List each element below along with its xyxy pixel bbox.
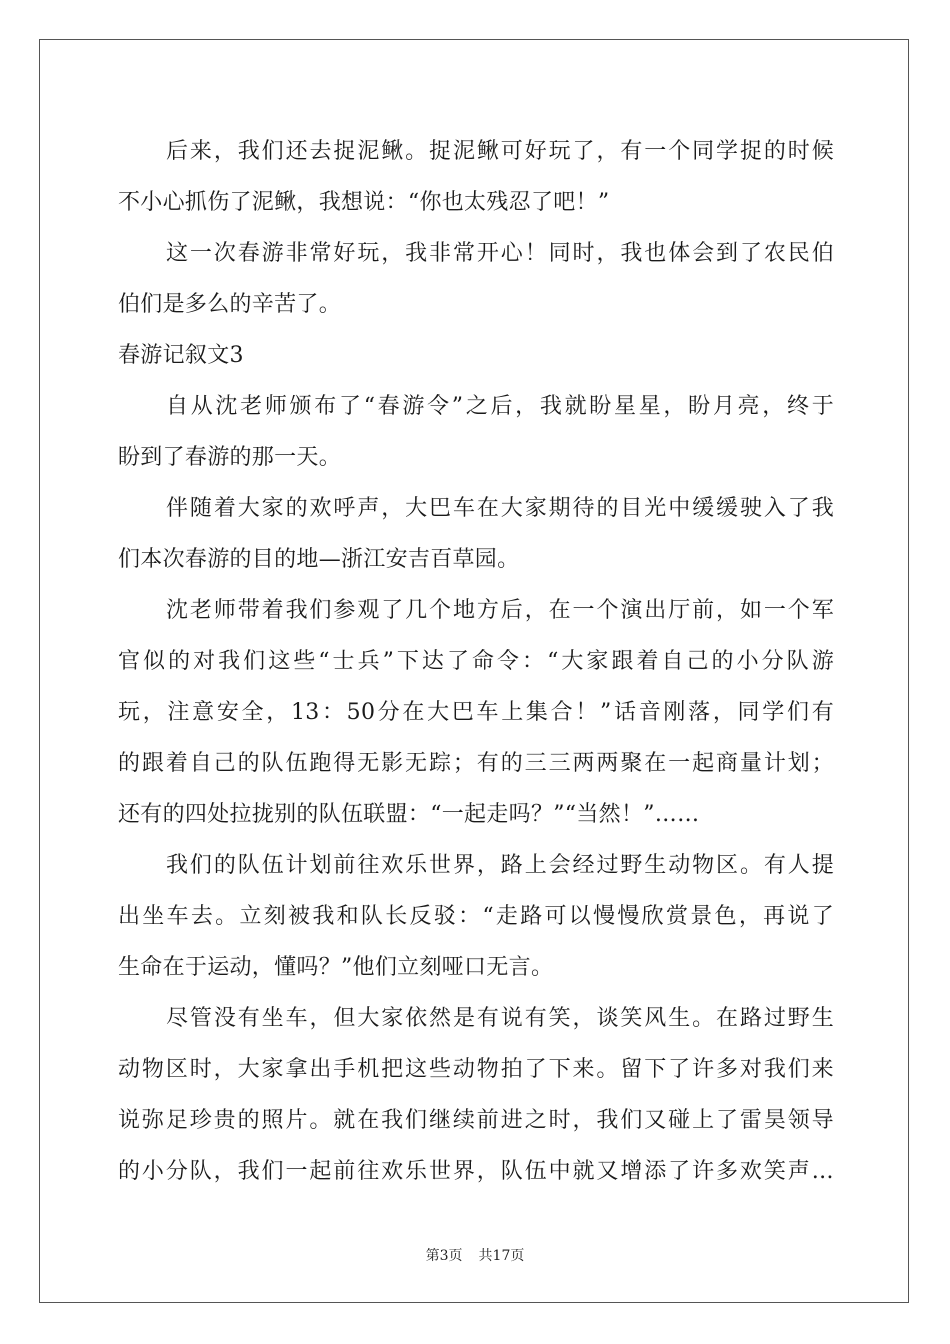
paragraph xyxy=(118,840,834,993)
text-line: 不小心抓伤了泥鳅，我想说：“你也太残忍了吧！” xyxy=(118,190,610,215)
text-line: 们本次春游的目的地—浙江安吉百草园。 xyxy=(118,547,520,572)
page-number: 第3页 xyxy=(425,1248,463,1264)
paragraph xyxy=(118,993,834,1197)
text-line: 盼到了春游的那一天。 xyxy=(118,445,342,470)
text-line: 说弥足珍贵的照片。就在我们继续前进之时，我们又碰上了雷昊领导 xyxy=(118,1108,834,1133)
text-line: 我们的队伍计划前往欢乐世界，路上会经过野生动物区。有人提 xyxy=(166,853,834,878)
text-line: 动物区时，大家拿出手机把这些动物拍了下来。留下了许多对我们来 xyxy=(118,1057,834,1082)
text-line: 的跟着自己的队伍跑得无影无踪；有的三三两两聚在一起商量计划； xyxy=(118,751,834,776)
paragraph xyxy=(118,228,834,330)
text-line: 生命在于运动，懂吗？”他们立刻哑口无言。 xyxy=(118,955,554,980)
page-footer xyxy=(0,1245,950,1265)
text-line: 尽管没有坐车，但大家依然是有说有笑，谈笑风生。在路过野生 xyxy=(166,1006,834,1031)
paragraph xyxy=(118,126,834,228)
text-line: 这一次春游非常好玩，我非常开心！同时，我也体会到了农民伯 xyxy=(166,241,834,266)
text-line: 自从沈老师颁布了“春游令”之后，我就盼星星，盼月亮，终于 xyxy=(166,394,834,419)
text-line: 出坐车去。立刻被我和队长反驳：“走路可以慢慢欣赏景色，再说了 xyxy=(118,904,834,929)
text-line: 沈老师带着我们参观了几个地方后，在一个演出厅前，如一个军 xyxy=(166,598,834,623)
text-line: 伯们是多么的辛苦了。 xyxy=(118,292,342,317)
text-line: 后来，我们还去捉泥鳅。捉泥鳅可好玩了，有一个同学捉的时候 xyxy=(166,139,834,164)
text-line: 还有的四处拉拢别的队伍联盟：“一起走吗？”“当然！”…… xyxy=(118,802,700,827)
paragraph xyxy=(118,483,834,585)
page-total: 共17页 xyxy=(478,1248,525,1264)
paragraph xyxy=(118,381,834,483)
text-line: 伴随着大家的欢呼声，大巴车在大家期待的目光中缓缓驶入了我 xyxy=(166,496,834,521)
text-line: 玩，注意安全，13：50分在大巴车上集合！”话音刚落，同学们有 xyxy=(118,700,834,725)
document-body xyxy=(118,126,834,1197)
heading-text: 春游记叙文3 xyxy=(118,343,244,368)
paragraph xyxy=(118,585,834,840)
text-line: 官似的对我们这些“士兵”下达了命令：“大家跟着自己的小分队游 xyxy=(118,649,834,674)
text-line: 的小分队，我们一起前往欢乐世界，队伍中就又增添了许多欢笑声… xyxy=(118,1159,834,1184)
section-heading xyxy=(118,330,834,381)
